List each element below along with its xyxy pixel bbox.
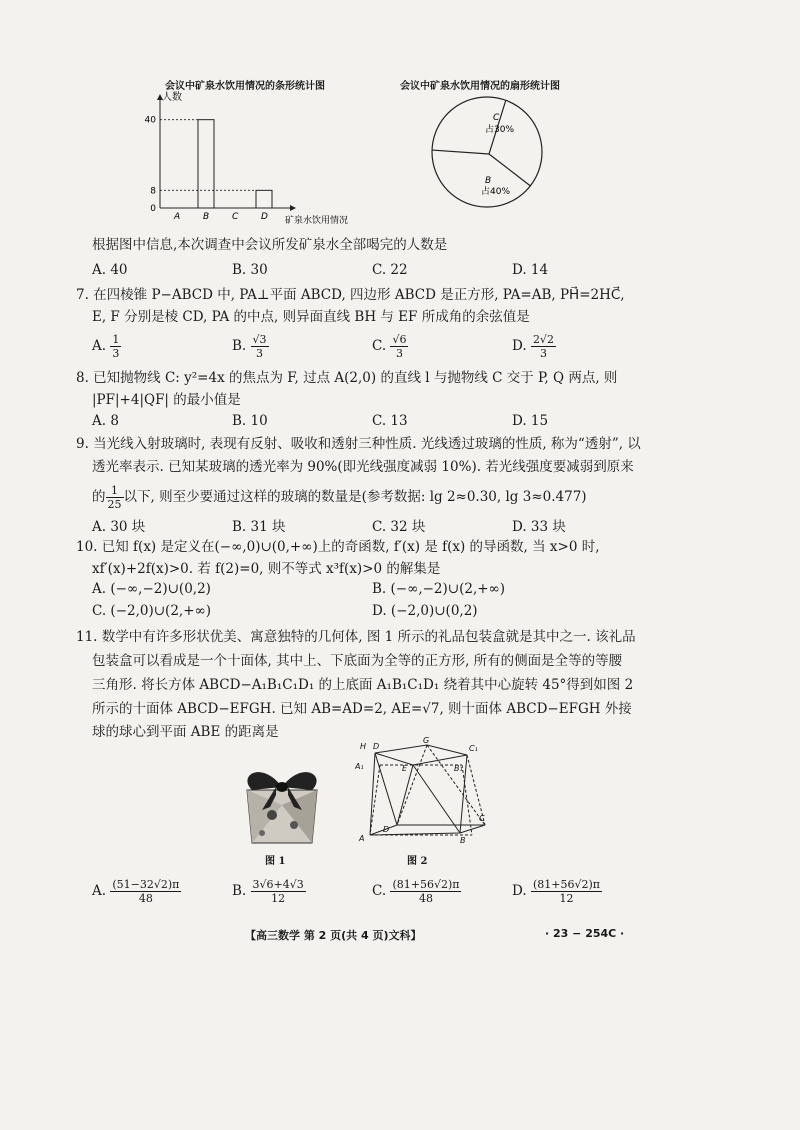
q10-option-c: C. (−2,0)∪(2,+∞) bbox=[92, 603, 212, 619]
q11-option-b bbox=[232, 878, 306, 905]
bar-b bbox=[198, 120, 214, 208]
q9-fraction bbox=[106, 484, 124, 511]
q6-option-d: D. 14 bbox=[512, 262, 549, 278]
q6-option-c: C. 22 bbox=[372, 262, 408, 278]
fraction-denominator: 25 bbox=[107, 498, 122, 511]
fraction-numerator: 1 bbox=[112, 333, 120, 346]
q7-option-b-letter: B. bbox=[232, 338, 247, 354]
y-axis-label: 人数 bbox=[162, 92, 182, 103]
figure-1-caption: 图 1 bbox=[265, 856, 286, 867]
fraction-denominator: 3 bbox=[539, 347, 547, 360]
q9-line-2: 透光率表示. 已知某玻璃的透光率为 90%(即光线强度减弱 10%). 若光线强度要减弱到原来 bbox=[92, 459, 634, 475]
pie-chart bbox=[415, 90, 575, 220]
q7-option-b-fraction bbox=[251, 333, 269, 360]
q9-line-3-prefix: 的 bbox=[92, 489, 106, 505]
q9-option-a: A. 30 块 bbox=[92, 519, 146, 535]
q7-option-a-letter: A. bbox=[92, 338, 107, 354]
q7-option-d bbox=[512, 333, 556, 360]
y-tick-label: 40 bbox=[144, 115, 156, 126]
svg-text:B₁: B₁ bbox=[454, 764, 463, 773]
svg-text:D: D bbox=[373, 742, 380, 751]
q6-stem: 根据图中信息,本次调查中会议所发矿泉水全部喝完的人数是 bbox=[92, 237, 448, 253]
svg-text:A₁: A₁ bbox=[355, 762, 364, 771]
svg-text:A: A bbox=[359, 834, 365, 843]
x-tick-label: D bbox=[261, 212, 268, 222]
fraction-numerator: 2√2 bbox=[532, 333, 554, 346]
q8-option-d: D. 15 bbox=[512, 413, 549, 429]
fraction-numerator: √6 bbox=[392, 333, 407, 346]
q11-line-2: 包装盒可以看成是一个十面体, 其中上、下底面为全等的正方形, 所有的侧面是全等的等腰 bbox=[92, 653, 623, 669]
fraction-numerator: √3 bbox=[252, 333, 267, 346]
x-axis-label: 矿泉水饮用情况 bbox=[285, 216, 349, 226]
q10-option-b: B. (−∞,−2)∪(2,+∞) bbox=[372, 581, 506, 597]
q11-option-c-letter: C. bbox=[372, 883, 387, 899]
q11-option-c-fraction bbox=[390, 878, 461, 905]
pie-label-b: B bbox=[485, 176, 492, 186]
q9-option-b: B. 31 块 bbox=[232, 519, 286, 535]
x-tick-label: A bbox=[174, 212, 181, 222]
q7-option-b bbox=[232, 333, 269, 360]
svg-text:B: B bbox=[460, 836, 466, 845]
q11-option-b-fraction bbox=[251, 878, 306, 905]
q9-option-c: C. 32 块 bbox=[372, 519, 426, 535]
fraction-denominator: 3 bbox=[395, 347, 403, 360]
bar-d bbox=[256, 190, 272, 208]
q6-option-a: A. 40 bbox=[92, 262, 128, 278]
svg-text:H: H bbox=[360, 742, 367, 751]
q6-option-b: B. 30 bbox=[232, 262, 268, 278]
q11-line-1: 11. 数学中有许多形状优美、寓意独特的几何体, 图 1 所示的礼品包装盒就是其中之一. 该礼品 bbox=[76, 629, 636, 645]
fraction-numerator: (81+56√2)π bbox=[532, 878, 600, 891]
q11-option-a-letter: A. bbox=[92, 883, 107, 899]
x-tick-label: C bbox=[232, 212, 239, 222]
q7-line-1: 7. 在四棱锥 P−ABCD 中, PA⊥平面 ABCD, 四边形 ABCD 是正方形, PA=AB, PH⃗=2HC⃗, bbox=[76, 287, 625, 303]
page-code: · 23 − 254C · bbox=[545, 927, 625, 940]
q8-line-2: |PF|+4|QF| 的最小值是 bbox=[92, 392, 241, 408]
q7-option-c bbox=[372, 333, 408, 360]
svg-text:C: C bbox=[479, 814, 485, 823]
pie-label-c: C bbox=[493, 113, 500, 123]
q11-line-4: 所示的十面体 ABCD−EFGH. 已知 AB=AD=2, AE=√7, 则十面体 ABCD−EFGH 外接 bbox=[92, 701, 632, 717]
q11-option-d bbox=[512, 878, 602, 905]
pie-chart-title: 会议中矿泉水饮用情况的扇形统计图 bbox=[400, 81, 560, 92]
fraction-denominator: 48 bbox=[138, 892, 153, 905]
y-tick-label: 0 bbox=[150, 204, 156, 214]
q8-option-b: B. 10 bbox=[232, 413, 268, 429]
pie-pct-b: 占40% bbox=[481, 187, 511, 197]
svg-text:E: E bbox=[402, 764, 408, 773]
q10-line-1: 10. 已知 f(x) 是定义在(−∞,0)∪(0,+∞)上的奇函数, f′(x) 是 f(x) 的导函数, 当 x>0 时, bbox=[76, 539, 600, 555]
x-tick-label: B bbox=[203, 212, 210, 222]
y-tick-label: 8 bbox=[150, 186, 156, 197]
q7-option-d-letter: D. bbox=[512, 338, 527, 354]
q11-line-5: 球的球心到平面 ABE 的距离是 bbox=[92, 724, 279, 740]
q11-option-d-fraction bbox=[531, 878, 602, 905]
q10-option-d: D. (−2,0)∪(0,2) bbox=[372, 603, 478, 619]
q7-option-a-fraction bbox=[110, 333, 121, 360]
q11-option-a-fraction bbox=[110, 878, 181, 905]
svg-text:G: G bbox=[423, 736, 430, 745]
figure-2-decahedron bbox=[355, 735, 490, 850]
fraction-denominator: 12 bbox=[559, 892, 574, 905]
q9-line-1: 9. 当光线入射玻璃时, 表现有反射、吸收和透射三种性质. 光线透过玻璃的性质, 称为“透射”, 以 bbox=[76, 436, 641, 452]
svg-text:D: D bbox=[383, 825, 390, 834]
bar-chart bbox=[140, 90, 380, 230]
figure-1-gift-box bbox=[232, 755, 332, 850]
q10-option-a: A. (−∞,−2)∪(0,2) bbox=[92, 581, 211, 597]
x-axis-arrow bbox=[290, 205, 296, 211]
page-footer: 【高三数学 第 2 页(共 4 页)文科】 bbox=[245, 929, 422, 942]
q7-option-c-letter: C. bbox=[372, 338, 387, 354]
q9-option-d: D. 33 块 bbox=[512, 519, 566, 535]
q8-line-1: 8. 已知抛物线 C: y²=4x 的焦点为 F, 过点 A(2,0) 的直线 l 与抛物线 C 交于 P, Q 两点, 则 bbox=[76, 370, 618, 386]
fraction-numerator: (51−32√2)π bbox=[112, 878, 180, 891]
q10-line-2: xf′(x)+2f(x)>0. 若 f(2)=0, 则不等式 x³f(x)>0 的解集是 bbox=[92, 561, 441, 577]
q7-option-a bbox=[92, 333, 121, 360]
q7-option-c-fraction bbox=[390, 333, 408, 360]
fraction-numerator: 3√6+4√3 bbox=[252, 878, 304, 891]
q11-option-d-letter: D. bbox=[512, 883, 527, 899]
fraction-denominator: 48 bbox=[418, 892, 433, 905]
q11-option-a bbox=[92, 878, 181, 905]
fraction-numerator: 1 bbox=[106, 484, 124, 498]
fraction-numerator: (81+56√2)π bbox=[392, 878, 460, 891]
q9-line-3 bbox=[92, 484, 587, 511]
q7-line-2: E, F 分别是棱 CD, PA 的中点, 则异面直线 BH 与 EF 所成角的余弦值是 bbox=[92, 309, 530, 325]
figure-2-caption: 图 2 bbox=[407, 856, 428, 867]
fraction-denominator: 3 bbox=[112, 347, 120, 360]
q11-option-c bbox=[372, 878, 461, 905]
q7-option-d-fraction bbox=[531, 333, 556, 360]
fraction-denominator: 3 bbox=[256, 347, 264, 360]
q8-option-a: A. 8 bbox=[92, 413, 119, 429]
pie-pct-c: 占30% bbox=[485, 125, 515, 135]
q8-option-c: C. 13 bbox=[372, 413, 408, 429]
bar-chart-title: 会议中矿泉水饮用情况的条形统计图 bbox=[165, 81, 325, 92]
q11-line-3: 三角形. 将长方体 ABCD−A₁B₁C₁D₁ 的上底面 A₁B₁C₁D₁ 绕着其中心旋转 45°得到如图 2 bbox=[92, 677, 634, 693]
q9-line-3-suffix: 以下, 则至少要通过这样的玻璃的数量是(参考数据: lg 2≈0.30, lg 3≈0.477) bbox=[123, 489, 587, 505]
q11-option-b-letter: B. bbox=[232, 883, 247, 899]
fraction-denominator: 12 bbox=[271, 892, 286, 905]
svg-text:C₁: C₁ bbox=[469, 744, 478, 753]
